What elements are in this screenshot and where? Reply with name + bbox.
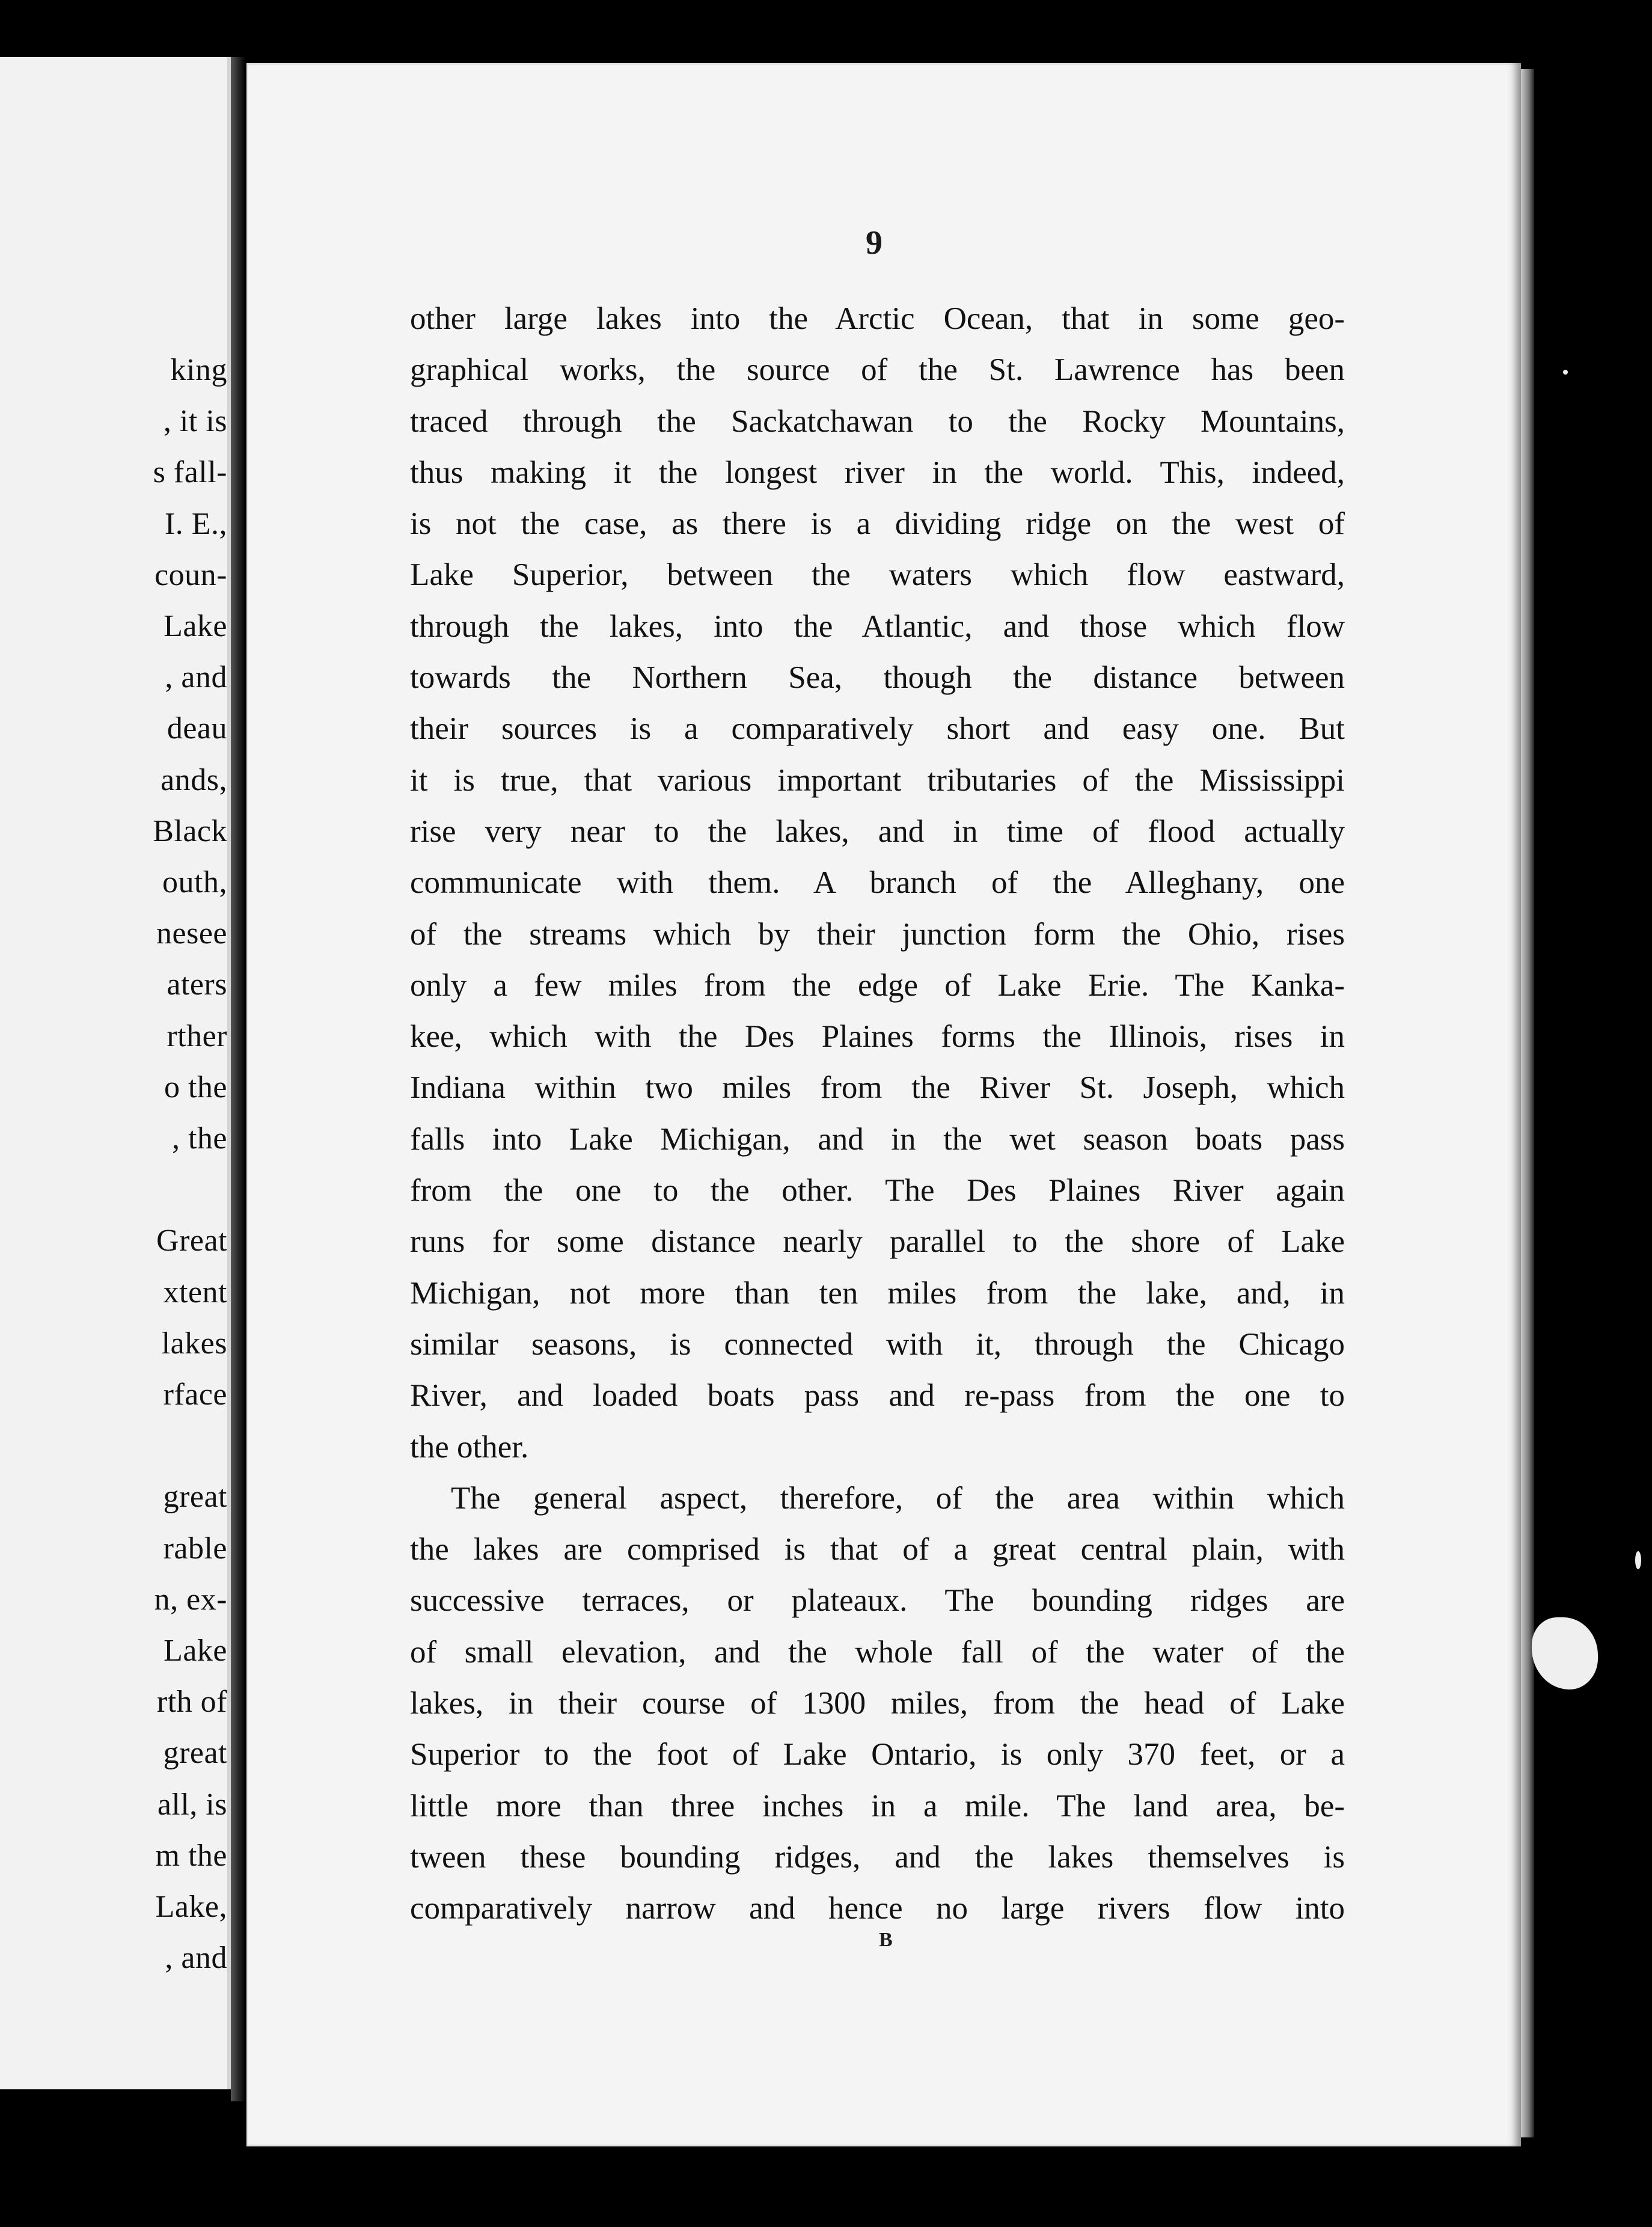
left-line: king	[170, 353, 227, 387]
text-line: thus making it the longest river in the world. This, indeed,	[410, 455, 1345, 490]
left-line: Black	[153, 813, 227, 848]
text-line: towards the Northern Sea, though the distance between	[410, 660, 1345, 696]
scan-speck	[1532, 1617, 1598, 1689]
text-line: comparatively narrow and hence no large rivers flow into	[410, 1891, 1345, 1926]
text-line: from the one to the other. The Des Plaines River again	[410, 1173, 1345, 1208]
left-line: great	[163, 1480, 227, 1515]
text-line: Michigan, not more than ten miles from the lake, and, in	[410, 1275, 1345, 1311]
text-line: other large lakes into the Arctic Ocean, that in some geo-	[410, 301, 1345, 336]
scan-speck	[1563, 370, 1568, 375]
left-line: ands,	[161, 762, 227, 797]
page-number: 9	[866, 224, 883, 262]
left-line: , and	[165, 1941, 227, 1976]
left-line: s fall-	[153, 455, 227, 490]
left-line: all, is	[157, 1787, 227, 1822]
paragraph-start-line: The general aspect, therefore, of the area within which	[451, 1480, 1345, 1516]
left-line: o the	[164, 1070, 227, 1104]
text-line: Lake Superior, between the waters which flow eastward,	[410, 557, 1345, 593]
left-line: outh,	[162, 865, 227, 900]
text-line: the lakes are comprised is that of a great central plain, with	[410, 1532, 1345, 1567]
left-line: n, ex-	[154, 1582, 227, 1617]
left-line: rface	[163, 1377, 227, 1412]
text-line: the other.	[410, 1429, 529, 1465]
left-line: xtent	[163, 1275, 227, 1310]
text-line: River, and loaded boats pass and re-pass from the one to	[410, 1378, 1345, 1414]
left-line: , the	[171, 1121, 227, 1156]
left-line: Lake,	[155, 1890, 227, 1925]
left-line: Lake	[164, 609, 227, 644]
left-line: rther	[167, 1019, 227, 1053]
text-line: tween these bounding ridges, and the lakes themselves is	[410, 1839, 1345, 1875]
left-line: great	[163, 1736, 227, 1771]
text-line: is not the case, as there is a dividing ridge on the west of	[410, 506, 1345, 542]
text-line: Superior to the foot of Lake Ontario, is only 370 feet, or a	[410, 1737, 1345, 1772]
left-line: Lake	[164, 1634, 227, 1668]
left-line: lakes	[161, 1326, 227, 1361]
left-line: rable	[163, 1531, 227, 1566]
left-line: rth of	[156, 1685, 227, 1720]
text-line: of the streams which by their junction form the Ohio, rises	[410, 916, 1345, 952]
text-line: little more than three inches in a mile. The land area, be-	[410, 1788, 1345, 1824]
text-line: traced through the Sackatchawan to the Rocky Mountains,	[410, 403, 1345, 439]
text-line: runs for some distance nearly parallel to the shore of Lake	[410, 1224, 1345, 1260]
left-line: , and	[165, 660, 227, 695]
left-line-gap	[83, 1164, 227, 1215]
left-line: coun-	[154, 557, 227, 592]
scan-speck	[1635, 1551, 1641, 1569]
text-line: graphical works, the source of the St. Lawrence has been	[410, 352, 1345, 388]
text-line: kee, which with the Des Plaines forms the Illinois, rises in	[410, 1019, 1345, 1055]
body-text	[410, 293, 1345, 1935]
book-gutter-shadow	[231, 57, 245, 2101]
left-facing-page	[0, 57, 231, 2089]
left-line: I. E.,	[164, 506, 227, 541]
left-line: , it is	[163, 404, 227, 439]
text-line: similar seasons, is connected with it, through the Chicago	[410, 1326, 1345, 1362]
text-line: Indiana within two miles from the River St. Joseph, which	[410, 1070, 1345, 1106]
text-line: of small elevation, and the whole fall of the water of the	[410, 1634, 1345, 1670]
text-line: successive terraces, or plateaux. The bounding ridges are	[410, 1583, 1345, 1619]
text-line: only a few miles from the edge of Lake Erie. The Kanka-	[410, 967, 1345, 1003]
text-line: lakes, in their course of 1300 miles, from the head of Lake	[410, 1686, 1345, 1721]
text-line: rise very near to the lakes, and in time of flood actually	[410, 813, 1345, 849]
left-line: nesee	[156, 916, 227, 951]
left-line-gap	[83, 1420, 227, 1471]
page-edge-shadow	[1521, 69, 1534, 2137]
text-line: through the lakes, into the Atlantic, and those which flow	[410, 608, 1345, 644]
left-line: Great	[156, 1224, 227, 1258]
text-line: communicate with them. A branch of the Alleghany, one	[410, 865, 1345, 901]
signature-mark: B	[879, 1929, 894, 1951]
text-line: falls into Lake Michigan, and in the wet season boats pass	[410, 1121, 1345, 1157]
text-line: their sources is a comparatively short and easy one. But	[410, 711, 1345, 747]
left-line: aters	[167, 967, 227, 1002]
left-line: deau	[167, 711, 227, 746]
text-line: it is true, that various important tributaries of the Mississippi	[410, 762, 1345, 798]
left-line: m the	[155, 1838, 227, 1873]
